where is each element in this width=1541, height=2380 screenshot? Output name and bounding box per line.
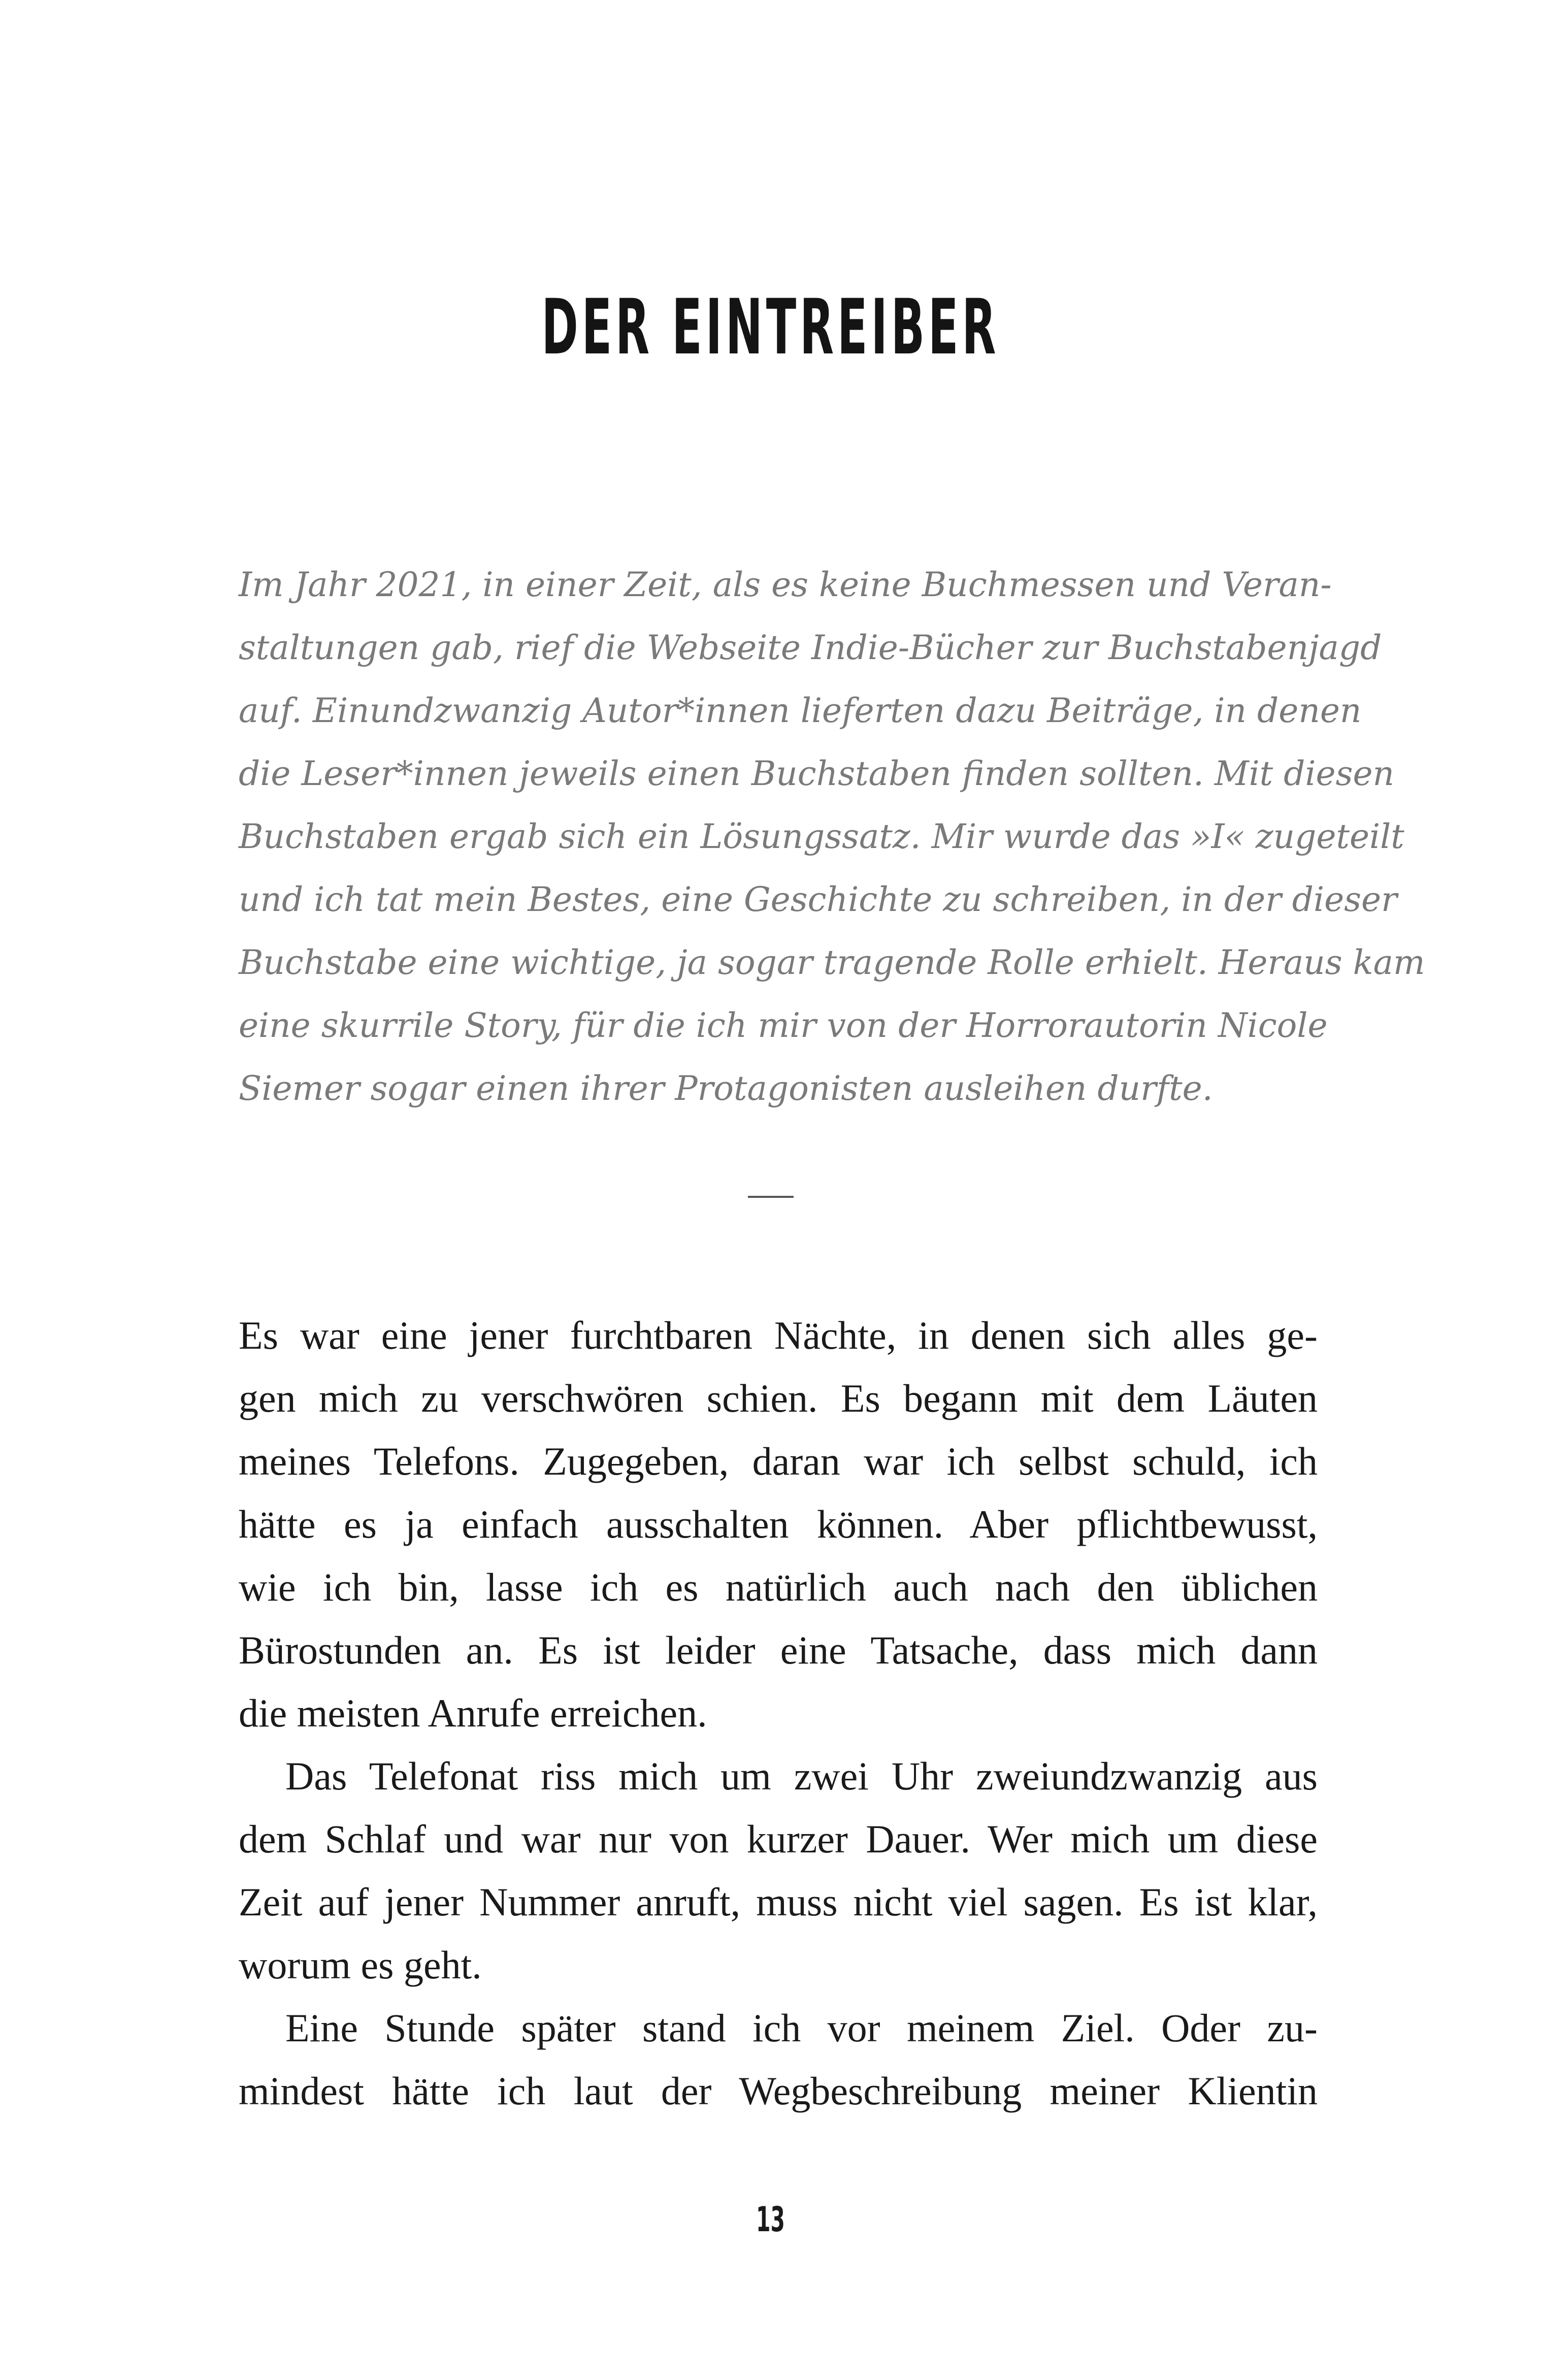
body-line: worum es geht.: [239, 1943, 482, 1987]
body-line: dem Schlaf und war nur von kurzer Dauer. Wer mich um diese: [239, 1817, 1318, 1861]
body-line: meines Telefons. Zugegeben, daran war ich selbst schuld, ich: [239, 1439, 1318, 1483]
intro-line: eine skurrile Story, für die ich mir von der Horrorautorin Nicole: [239, 1006, 1328, 1045]
intro-line: auf. Einundzwanzig Autor*innen lieferten dazu Beiträge, in denen: [239, 691, 1362, 730]
intro-line: die Leser*innen jeweils einen Buchstaben finden sollten. Mit diesen: [239, 754, 1395, 793]
body-line: hätte es ja einfach ausschalten können. Aber pflichtbewusst,: [239, 1502, 1318, 1546]
body-line: Eine Stunde später stand ich vor meinem Ziel. Oder zu-: [285, 2006, 1318, 2050]
intro-line: staltungen gab, rief die Webseite Indie-Bücher zur Buchstabenjagd: [239, 628, 1382, 667]
body-line: Bürostunden an. Es ist leider eine Tatsache, dass mich dann: [239, 1628, 1318, 1672]
chapter-intro: [239, 553, 1425, 1120]
body-line: Das Telefonat riss mich um zwei Uhr zweiundzwanzig aus: [285, 1754, 1318, 1798]
body-line: gen mich zu verschwören schien. Es begann mit dem Läuten: [239, 1376, 1318, 1420]
body-line: Es war eine jener furchtbaren Nächte, in denen sich alles ge-: [239, 1313, 1318, 1357]
intro-line: Siemer sogar einen ihrer Protagonisten ausleihen durfte.: [239, 1069, 1213, 1108]
intro-line: Im Jahr 2021, in einer Zeit, als es keine Buchmessen und Veran-: [239, 565, 1332, 604]
intro-line: Buchstabe eine wichtige, ja sogar tragende Rolle erhielt. Heraus kam: [239, 943, 1425, 982]
intro-line: Buchstaben ergab sich ein Lösungssatz. Mir wurde das »I« zugeteilt: [239, 817, 1404, 856]
body-line: mindest hätte ich laut der Wegbeschreibung meiner Klientin: [239, 2069, 1318, 2113]
body-line: Zeit auf jener Nummer anruft, muss nicht viel sagen. Es ist klar,: [239, 1880, 1318, 1924]
section-divider: [748, 1196, 794, 1198]
intro-line: und ich tat mein Bestes, eine Geschichte zu schreiben, in der dieser: [239, 880, 1397, 919]
page-number: 13: [756, 2200, 785, 2240]
chapter-title: DER EINTREIBER: [541, 283, 1000, 372]
body-line: wie ich bin, lasse ich es natürlich auch nach den üblichen: [239, 1565, 1318, 1609]
body-line: die meisten Anrufe erreichen.: [239, 1691, 707, 1735]
chapter-body: [239, 1304, 1318, 2123]
